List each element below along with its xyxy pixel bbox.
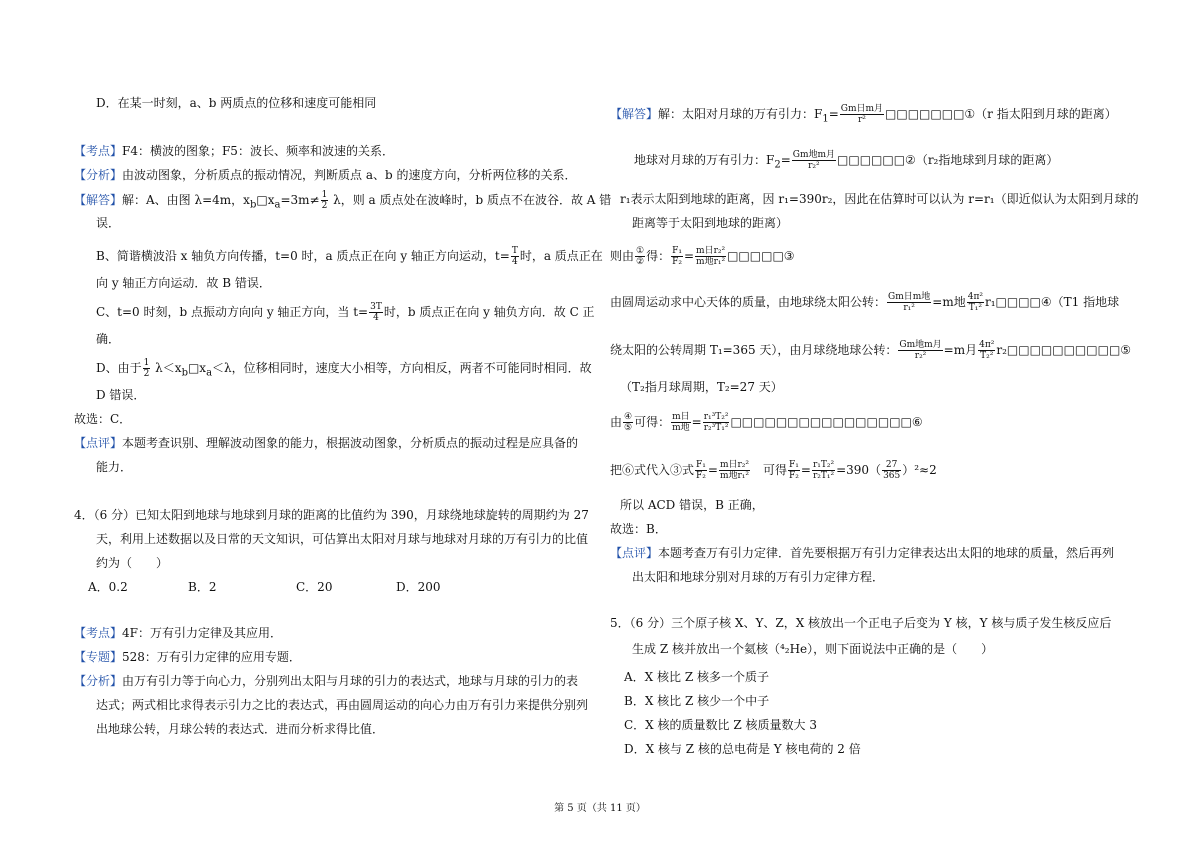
fraction <box>887 292 931 313</box>
dianping-4 <box>610 544 1114 562</box>
jieda-1-d <box>96 358 592 382</box>
den: 2 <box>143 369 150 379</box>
text: r₁□□□□④（T1 指地球 <box>984 295 1120 309</box>
tag: 【专题】 <box>74 650 123 664</box>
den: 4 <box>511 257 518 267</box>
den: r₂² <box>808 161 820 171</box>
text: C、t=0 时刻，b 点振动方向向 y 轴正方向，当 t= <box>96 305 369 319</box>
text: □□□□□□□□□□□□□□□□⑥ <box>730 415 923 429</box>
sub: a <box>206 367 213 379</box>
text: □x <box>256 193 275 207</box>
fenxi-4-cont2: 出地球公转，月球公转的表达式．进而分析求得比值． <box>96 722 385 736</box>
question-5-line1: 5．（6 分）三个原子核 X、Y、Z，X 核放出一个正电子后变为 Y 核，Y 核与质子发生核反应后 <box>610 616 1112 630</box>
tag: 【点评】 <box>610 546 659 560</box>
question-4-line1: 4．（6 分）已知太阳到地球与地球到月球的距离的比值约为 390，月球绕地球旋转的周期约为 27 <box>74 508 589 522</box>
text: D、由于 <box>96 361 142 375</box>
text: 由圆周运动求中心天体的质量，由地球绕太阳公转： <box>610 295 887 309</box>
text: ），则下面说法中正确的是（ ） <box>807 642 994 656</box>
num: 1 <box>143 358 150 368</box>
tag: 【解答】 <box>610 107 659 121</box>
num: m日r₂² <box>719 460 749 470</box>
text: 地球对月球的万有引力：F <box>634 153 775 167</box>
sub: b <box>249 199 257 211</box>
den: 4 <box>373 313 379 323</box>
text: =390（ <box>836 463 882 477</box>
fenxi-4 <box>74 672 578 690</box>
option-5d: D．X 核与 Z 核的总电荷是 Y 核电荷的 2 倍 <box>624 742 861 756</box>
tag: 【分析】 <box>74 168 123 182</box>
text: 得： <box>646 249 671 263</box>
text: □□□□□③ <box>727 249 795 263</box>
page-footer: 第 5 页（共 11 页） <box>554 803 646 814</box>
text: 时，b 质点正在向 y 轴负方向．故 C 正 <box>383 305 595 319</box>
jieda-1-b <box>96 246 603 267</box>
num: Gm日m月 <box>840 104 884 114</box>
tag: 【点评】 <box>74 436 123 450</box>
fraction <box>792 150 836 171</box>
num: 27 <box>882 460 901 471</box>
num: ① <box>636 246 645 256</box>
text: 解：A、由图 λ=4m，x <box>122 193 250 207</box>
den: ② <box>636 257 645 267</box>
fraction <box>671 412 691 433</box>
num: ④ <box>624 412 633 422</box>
kaodian-1 <box>74 142 394 160</box>
num: 1 <box>321 190 328 200</box>
sub: 1 <box>822 113 829 125</box>
text: λ，则 a 质点处在波峰时，b 质点不在波谷．故 A 错 <box>329 193 612 207</box>
text: 时，a 质点正在 <box>519 249 603 263</box>
text: □□□□□□②（r₂指地球到月球的距离） <box>837 153 1059 167</box>
tag: 【解答】 <box>74 193 123 207</box>
text: 生成 Z 核并放出一个氦核（ <box>632 642 780 656</box>
num: r₁T₂² <box>812 460 835 470</box>
num: F₁ <box>696 460 706 470</box>
text: 把⑥式代入③式 <box>610 463 695 477</box>
text: 可得 <box>763 463 788 477</box>
dianping-1 <box>74 434 578 452</box>
jieda-4-line9: 把⑥式代入③式 $\frac{\text{F₁}}{\text{F₂}}$ = m日r₂² m地r₁² 可得 $\frac{\text{F₁}}{\text{F₂}}$ = $\frac{\text{r₁T₂²}}{\text{r₂T₁²}}$ =390（ $\frac{27}{365}$ ）²≈2 <box>610 460 937 481</box>
num: F₁ <box>789 460 799 470</box>
sub: a <box>274 199 281 211</box>
text: B、简谐横波沿 x 轴负方向传播，t=0 时，a 质点正在向 y 轴正方向运动，t= <box>96 249 510 263</box>
fraction <box>882 460 901 481</box>
tag: 【考点】 <box>74 626 123 640</box>
den: 365 <box>883 471 901 481</box>
jieda-4-line1: 【解答】解：太阳对月球的万有引力：$F_1=$ Gm日m月 r² □□□□□□□①（r 指太阳到月球的距离） <box>610 104 1117 125</box>
text: □x <box>187 361 207 375</box>
fraction <box>898 340 942 361</box>
text: 528：万有引力定律的应用专题． <box>122 650 301 664</box>
num: Gm地m月 <box>899 340 942 350</box>
option-5c: C．X 核的质量数比 Z 核质量数大 3 <box>624 718 817 732</box>
den: m地 <box>672 423 690 433</box>
option-c: C．20 <box>296 580 333 594</box>
den: 2 <box>321 201 328 211</box>
jieda-4-line5 <box>610 292 1119 313</box>
text: 4F：万有引力定律及其应用． <box>122 626 282 640</box>
text: =m月 <box>943 343 978 357</box>
zhuanti-4 <box>74 648 301 666</box>
question-4-line3: 约为（ ） <box>96 556 169 570</box>
dianping-4-cont: 出太阳和地球分别对月球的万有引力定律方程． <box>632 570 885 584</box>
fraction <box>143 358 151 379</box>
num: F₁ <box>672 246 682 256</box>
tag: 【分析】 <box>74 674 123 688</box>
jieda-4-line8: 由 ④ ⑤ 可得： m日 m地 = $\frac{\text{r₁³T₂²}}{\text{r₂³T₁²}}$ □□□□□□□□□□□□□□□□⑥ <box>610 412 923 433</box>
fraction <box>788 460 800 481</box>
num: 4π² <box>967 292 983 302</box>
text: 由波动图象，分析质点的振动情况，判断质点 a、b 的速度方向，分析两位移的关系． <box>122 168 577 182</box>
fraction <box>635 246 645 267</box>
option-5a: A．X 核比 Z 核多一个质子 <box>624 670 769 684</box>
fraction <box>719 460 750 481</box>
option-d: D．200 <box>396 580 441 594</box>
num: Gm地m月 <box>792 150 836 160</box>
jieda-1-b-cont: 向 y 轴正方向运动．故 B 错误． <box>96 276 271 290</box>
question-4-line2: 天，利用上述数据以及日常的天文知识，可估算出太阳对月球与地球对月球的万有引力的比值 <box>96 532 589 546</box>
fraction <box>967 292 984 313</box>
fraction <box>703 412 730 433</box>
den: r² <box>857 115 866 125</box>
jieda-4-line4: 则由 ① ② 得： $\frac{\text{F₁}}{\text{F₂}}$ = m日r₂² m地r₁² □□□□□③ <box>610 246 795 267</box>
option-a: A．0.2 <box>88 580 128 594</box>
option-5b: B．X 核比 Z 核少一个中子 <box>624 694 770 708</box>
jieda-4-line3-cont: 距离等于太阳到地球的距离） <box>632 216 789 230</box>
jieda-1-c <box>96 302 595 323</box>
den: T₁² <box>968 303 982 313</box>
text: 由 <box>610 415 623 429</box>
fraction <box>623 412 633 433</box>
tag: 【考点】 <box>74 144 123 158</box>
text: 本题考查万有引力定律．首先要根据万有引力定律表达出太阳的地球的质量，然后再列 <box>658 546 1115 560</box>
kaodian-4 <box>74 624 282 642</box>
text: λ＜x <box>151 361 182 375</box>
jieda-4-line7: （T₂指月球周期，T₂=27 天） <box>620 380 783 394</box>
jieda-1-cont: 误． <box>96 216 121 230</box>
den: ⑤ <box>624 423 633 433</box>
den: m地r₁² <box>719 471 749 481</box>
fraction <box>695 246 726 267</box>
den: F₂ <box>789 471 799 481</box>
text: □□□□□□□①（r 指太阳到月球的距离） <box>885 107 1117 121</box>
text: 可得： <box>634 415 671 429</box>
jieda-4-line2: 地球对月球的万有引力：$F_2=$ Gm地m月 r₂² □□□□□□②（r₂指地球到月球的距离） <box>634 150 1059 171</box>
num: 3T <box>370 302 382 312</box>
den: F₂ <box>696 471 706 481</box>
den: r₁² <box>903 303 915 313</box>
fraction <box>812 460 835 481</box>
text: 由万有引力等于向心力，分别列出太阳与月球的引力的表达式，地球与月球的引力的表 <box>122 674 579 688</box>
den: F₂ <box>672 257 682 267</box>
text: 解：太阳对月球的万有引力：F <box>658 107 823 121</box>
num: Gm日m地 <box>888 292 931 302</box>
text: =m地 <box>932 295 966 309</box>
fraction <box>511 246 519 267</box>
text: F4：横波的图象；F5：波长、频率和波速的关系． <box>122 144 394 158</box>
fraction <box>369 302 383 323</box>
num: r₁³T₂² <box>703 412 729 422</box>
den: r₂T₁² <box>812 471 835 481</box>
fraction <box>671 246 683 267</box>
fenxi-1 <box>74 166 576 184</box>
jieda-1 <box>74 190 611 214</box>
num: 4π² <box>979 340 995 350</box>
sub: 2 <box>774 159 781 171</box>
text: 则由 <box>610 249 635 263</box>
fraction <box>321 190 329 211</box>
answer-1: 故选：C． <box>74 412 132 426</box>
text: =3m≠ <box>280 193 320 207</box>
jieda-4-line6 <box>610 340 1131 361</box>
num: m日r₂² <box>696 246 726 256</box>
text: ＜λ，位移相同时，速度大小相等，方向相反，两者不可能同时相同．故 <box>212 361 592 375</box>
num: T <box>511 246 518 256</box>
fenxi-4-cont: 达式；两式相比求得表示引力之比的表达式，再由圆周运动的向心力由万有引力来提供分别列 <box>96 698 589 712</box>
option-b: B．2 <box>188 580 217 594</box>
text: 绕太阳的公转周期 T₁=365 天），由月球绕地球公转： <box>610 343 898 357</box>
den: m地r₁² <box>696 257 726 267</box>
jieda-1-c-cont: 确． <box>96 332 121 346</box>
den: r₂² <box>914 351 927 361</box>
num: m日 <box>672 412 690 422</box>
sub: b <box>181 367 188 379</box>
jieda-1-d-cont: D 错误． <box>96 388 146 402</box>
jieda-4-line3: r₁表示太阳到地球的距离，因 r₁=390r₂，因此在估算时可以认为 r=r₁（即近似认为太阳到月球的 <box>620 192 1139 206</box>
text: ）²≈2 <box>902 463 937 477</box>
fraction <box>978 340 995 361</box>
question-5-line2 <box>632 640 993 658</box>
answer-4: 故选：B． <box>610 522 667 536</box>
text: r₂□□□□□□□□□□⑤ <box>996 343 1132 357</box>
jieda-4-line10: 所以 ACD 错误，B 正确， <box>620 498 764 512</box>
fraction <box>840 104 884 125</box>
option-d-prev: D．在某一时刻，a、b 两质点的位移和速度可能相同 <box>96 96 377 110</box>
den: r₂³T₁² <box>703 423 729 433</box>
fraction <box>695 460 707 481</box>
helium-symbol: ⁴₂He <box>779 642 808 656</box>
den: T₂² <box>980 351 994 361</box>
dianping-1-cont: 能力． <box>96 460 133 474</box>
text: 本题考查识别、理解波动图象的能力，根据波动图象，分析质点的振动过程是应具备的 <box>122 436 579 450</box>
